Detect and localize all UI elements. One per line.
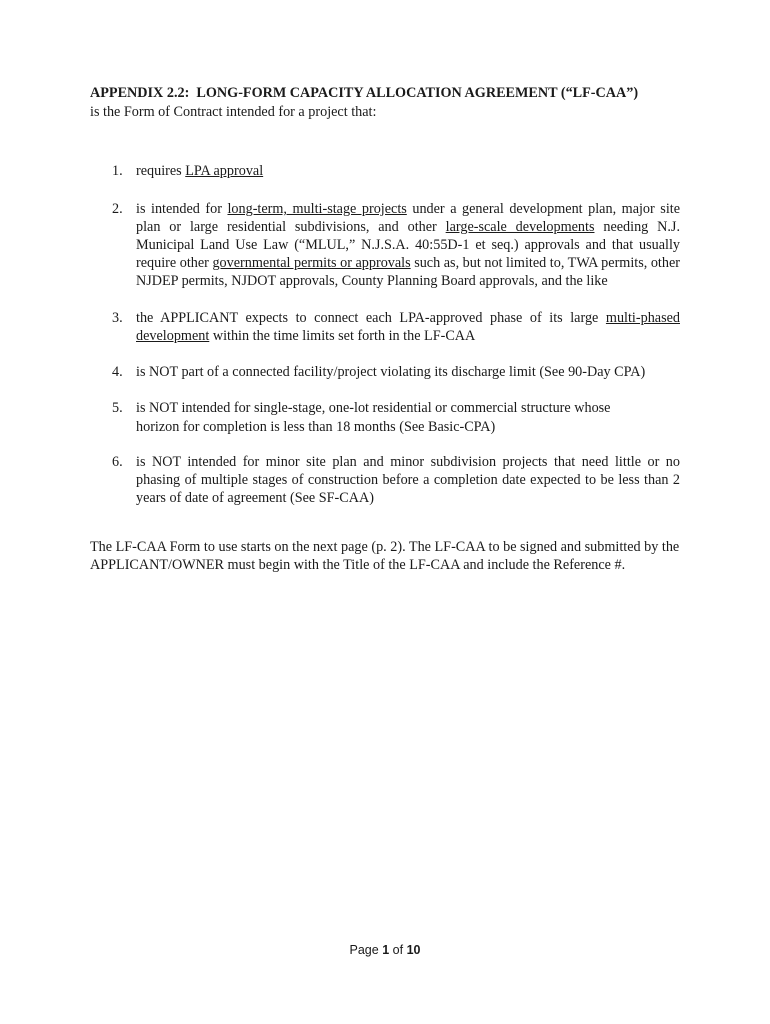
list-item-number: 4. <box>112 364 123 380</box>
appendix-subtitle: is the Form of Contract intended for a project that: <box>90 104 377 120</box>
appendix-heading <box>90 84 690 122</box>
of-word: of <box>392 943 404 957</box>
appendix-colon: : <box>184 85 190 101</box>
closing-paragraph: The LF-CAA Form to use starts on the next page (p. 2). The LF-CAA to be signed and submitted by the APPLICANT/OWNER must begin with the Title of the LF-CAA and include the Reference #. <box>90 539 680 573</box>
page-footer <box>0 943 770 957</box>
list-item <box>112 399 680 436</box>
list-item-text: within the time limits set forth in the LF-CAA <box>209 328 476 344</box>
current-page-number: 1 <box>382 943 390 957</box>
list-item-text: is NOT part of a connected facility/project violating its discharge limit (See 90-Day CPA) <box>136 364 646 380</box>
governmental-permits-term: governmental permits or approvals <box>212 255 411 271</box>
list-item <box>112 200 680 290</box>
list-item-number: 6. <box>112 454 123 470</box>
list-item-text: under a general development plan, major site plan or large residential subdivisions, and other <box>136 201 680 235</box>
list-item <box>112 363 680 381</box>
list-item-text: horizon for completion is less than 18 months (See Basic-CPA) <box>136 419 496 435</box>
list-item-text: such as, but not limited to, TWA permits, other NJDEP permits, NJDOT approvals, County Planning Board approvals, and the like <box>136 255 680 289</box>
appendix-label: APPENDIX 2.2 <box>90 85 185 101</box>
list-item <box>112 309 680 345</box>
list-item-text: requires <box>136 163 186 179</box>
list-item-text: is NOT intended for single-stage, one-lot residential or commercial structure whose <box>136 400 611 416</box>
list-item-number: 3. <box>112 310 123 326</box>
page-word: Page <box>349 943 379 957</box>
long-term-projects-term: long-term, multi-stage projects <box>227 201 407 217</box>
project-criteria-list <box>112 162 680 507</box>
list-item <box>112 453 680 507</box>
list-item-number: 1. <box>112 163 123 179</box>
list-item-text: needing N.J. Municipal Land Use Law (“MLUL,” N.J.S.A. 40:55D-1 et seq.) approvals and that usually require other <box>136 219 680 271</box>
list-item-number: 5. <box>112 400 123 416</box>
list-item-number: 2. <box>112 201 123 217</box>
appendix-title: LONG-FORM CAPACITY ALLOCATION AGREEMENT (“LF-CAA”) <box>196 85 639 101</box>
list-item-text: is NOT intended for minor site plan and minor subdivision projects that need little or no phasing of multiple stages of construction before a completion date expected to be less than 2 years of date of agreement (See SF-CAA) <box>136 454 680 506</box>
list-item-text: is intended for <box>136 201 228 217</box>
total-pages-number: 10 <box>406 943 421 957</box>
list-item <box>112 162 680 180</box>
lpa-approval-term: LPA approval <box>185 163 264 179</box>
multi-phased-development-term: multi-phased development <box>136 310 680 344</box>
list-item-text: the APPLICANT expects to connect each LPA-approved phase of its large <box>136 310 606 326</box>
large-scale-developments-term: large-scale developments <box>445 219 595 235</box>
